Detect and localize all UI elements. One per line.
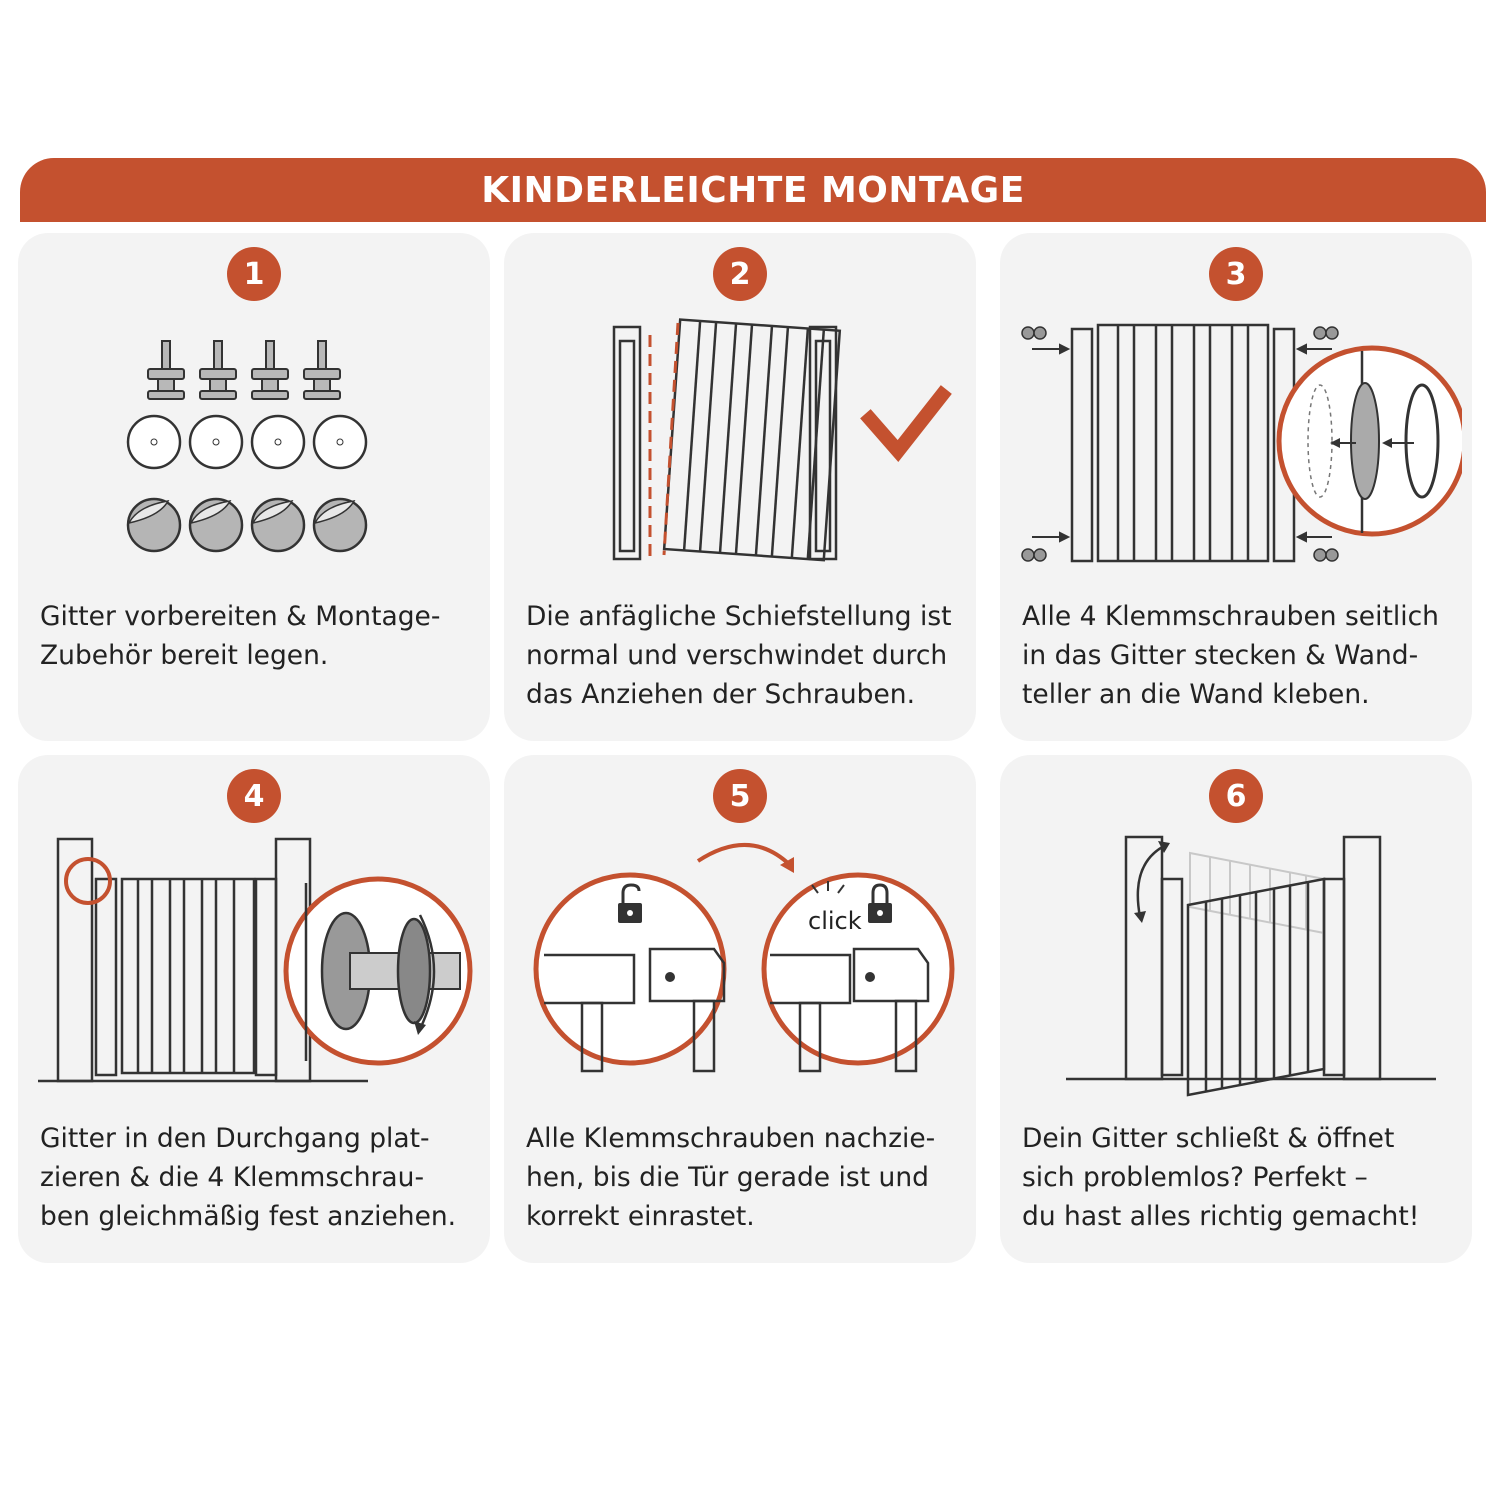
gate-open-illustration bbox=[1010, 833, 1462, 1105]
step-description: Alle Klemmschrauben nachzie- hen, bis die Tür gerade ist und korrekt einrastet. bbox=[526, 1123, 936, 1232]
screws-insert-illustration bbox=[1010, 311, 1462, 583]
adhesive-pad-icon bbox=[1351, 383, 1379, 499]
arrow-icon bbox=[698, 845, 790, 865]
page-title: KINDERLEICHTE MONTAGE bbox=[481, 169, 1025, 211]
step-number-badge: 4 bbox=[227, 769, 281, 823]
step-card-4 bbox=[18, 755, 490, 1263]
lock-click-illustration bbox=[514, 833, 966, 1105]
screw-icon bbox=[398, 919, 430, 1023]
step-description: Dein Gitter schließt & öffnet sich problemlos? Perfekt – du hast alles richtig gemacht! bbox=[1022, 1123, 1420, 1232]
step-description: Gitter vorbereiten & Montage- Zubehör bereit legen. bbox=[40, 601, 441, 671]
wall-plate-icon bbox=[128, 416, 366, 468]
step-description: Gitter in den Durchgang plat- zieren & die 4 Klemmschrau- ben gleichmäßig fest anziehen. bbox=[40, 1123, 457, 1232]
accessories-illustration bbox=[28, 311, 480, 583]
click-label: click bbox=[808, 907, 862, 935]
tilted-gate-illustration bbox=[514, 311, 966, 583]
step-card-2 bbox=[504, 233, 976, 741]
step-description: Die anfägliche Schiefstellung ist normal und verschwindet durch das Anziehen der Schrauben. bbox=[526, 601, 952, 710]
step-number-badge: 5 bbox=[713, 769, 767, 823]
wall-plate-icon bbox=[1406, 385, 1438, 497]
gate-doorway-illustration bbox=[28, 833, 480, 1105]
step-card-5 bbox=[504, 755, 976, 1263]
step-number-badge: 1 bbox=[227, 247, 281, 301]
step-number-badge: 2 bbox=[713, 247, 767, 301]
checkmark-icon bbox=[870, 395, 942, 451]
step-card-1 bbox=[18, 233, 490, 741]
step-description: Alle 4 Klemmschrauben seitlich in das Gitter stecken & Wand- teller an die Wand kleben. bbox=[1022, 601, 1439, 710]
screw-icon bbox=[148, 341, 340, 399]
title-banner bbox=[20, 158, 1486, 222]
step-card-3 bbox=[1000, 233, 1472, 741]
step-number-badge: 3 bbox=[1209, 247, 1263, 301]
step-number-badge: 6 bbox=[1209, 769, 1263, 823]
step-card-6 bbox=[1000, 755, 1472, 1263]
